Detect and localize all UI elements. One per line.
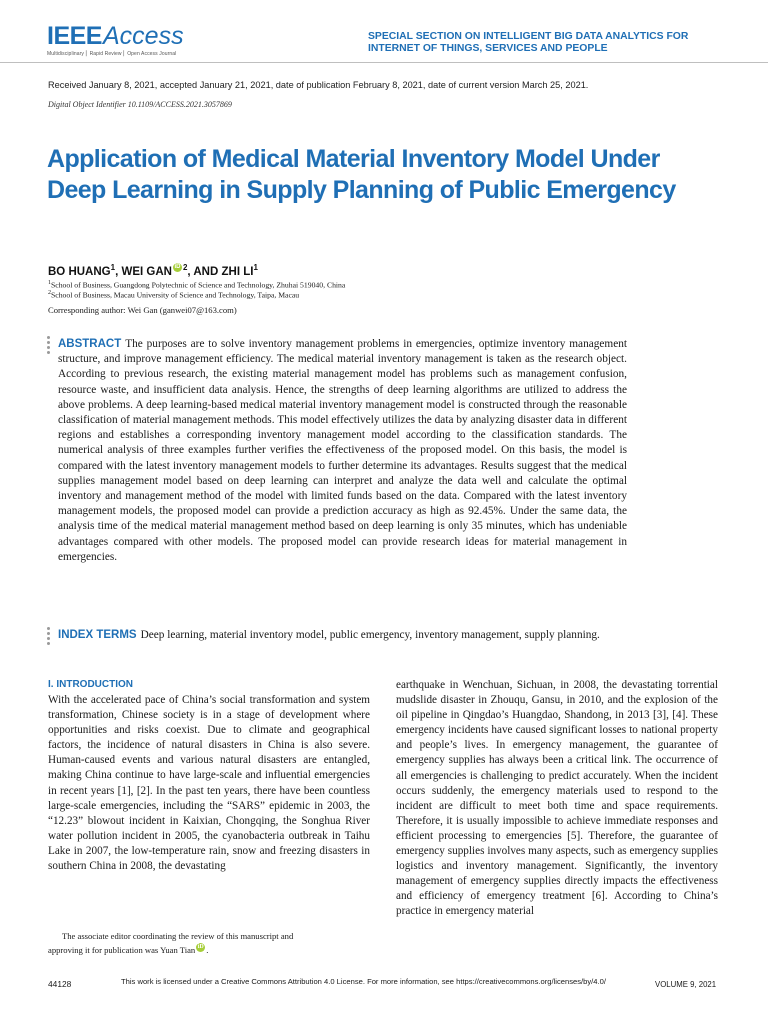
index-terms [58, 628, 627, 643]
body-paragraph: earthquake in Wenchuan, Sichuan, in 2008, the devastating torrential mudslide disaster in Zhouqu, Gansu, in 2010, and the explosion of the oil pipeline in Qingdao’s Huangdao, Shandong, in 2013 [3], [4]. These emergency incidents have caused significant losses to national property and people’s lives. In emergency management, the guarantee of emergency supplies has always been a critical link. The occurrence of all emergencies is challenging to predict accurately. When the incident occurs suddenly, the emergency materials used to respond to the incident are difficult to meet both time and space requirements. Therefore, it is usually impossible to achieve immediate responses and efficient processing to emergencies [5]. Therefore, the guarantee of emergency supplies involves many aspects, such as emergency supplies logistics and inventory management. Significantly, the inventory management of emergency supplies directly impacts the effectiveness and efficiency of emergency treatment [6]. According to China’s practice in emergency material [396, 679, 718, 918]
affiliation-marker: 2 [182, 263, 188, 272]
index-terms-label: INDEX TERMS [58, 629, 137, 641]
special-section-title [368, 31, 688, 55]
article-title: Application of Medical Material Inventory Model Under Deep Learning in Supply Planning of Public Emergency [47, 145, 676, 204]
affiliation-number: 2 [48, 290, 51, 296]
special-section-line-2: INTERNET OF THINGS, SERVICES AND PEOPLE [368, 43, 608, 54]
index-terms-marker-dots [47, 627, 50, 647]
affiliation-1 [48, 280, 345, 290]
author-name: AND ZHI LI [193, 265, 254, 278]
doi[interactable]: Digital Object Identifier 10.1109/ACCESS.2021.3057869 [48, 100, 232, 109]
footnote-line-2: approving it for publication was Yuan Tian iD . [48, 944, 209, 955]
affiliation-text: School of Business, Guangdong Polytechnic of Science and Technology, Zhuhai 519040, China [51, 280, 346, 290]
footnote-text: approving it for publication was Yuan Tian [48, 945, 196, 955]
author-name: BO HUANG [48, 265, 111, 278]
affiliation-2 [48, 290, 299, 300]
editor-footnote [48, 929, 370, 957]
volume-year: VOLUME 9, 2021 [655, 980, 717, 989]
logo-tagline: Multidisciplinary ⎜ Rapid Review ⎜ Open Access Journal [47, 51, 177, 57]
logo-access-text: Access [102, 22, 184, 50]
affiliation-number: 1 [48, 280, 51, 286]
header-divider [0, 62, 768, 63]
author-name: WEI GAN [121, 265, 172, 278]
orcid-icon[interactable]: iD [197, 944, 204, 950]
received-dates: Received January 8, 2021, accepted January 21, 2021, date of publication February 8, 2021, date of current version March 25, 2021. [48, 80, 589, 90]
index-terms-text: Deep learning, material inventory model, public emergency, inventory management, supply planning. [140, 629, 600, 641]
logo-ieee-text: IEEE [47, 22, 102, 50]
body-column-left [48, 678, 370, 874]
corresponding-author: Corresponding author: Wei Gan (ganwei07@163.com) [48, 305, 237, 315]
author-list: BO HUANG$^1$, WEI GAN iD $^2$, AND ZHI $LI^1$ [48, 263, 258, 278]
footnote-line: The associate editor coordinating the review of this manuscript and [62, 931, 294, 941]
journal-logo [47, 24, 184, 57]
license-note[interactable]: This work is licensed under a Creative Commons Attribution 4.0 License. For more information, see https://creativecommons.org/licenses/by/4.0/ [121, 977, 606, 986]
abstract [58, 337, 627, 565]
orcid-icon[interactable]: iD [174, 264, 181, 270]
page-number: 44128 [48, 979, 72, 989]
affiliation-marker: 1 [110, 263, 116, 272]
body-column-right [396, 678, 718, 920]
body-paragraph: With the accelerated pace of China’s social transformation and system transformation, Chinese society is in a stage of development where opportunities and risks coexist. Due to climate and geographical factors, the incidence of natural disasters in China is also severe. Human-caused events and various natural disasters are entangled, making China continue to have large-scale and influential emergencies in recent years [1], [2]. In the past ten years, there have been countless large-scale emergencies, including the “SARS” epidemic in 2003, the “12.23” blowout incident in Kaixian, Chongqing, the Songhua River water pollution incident in 2005, the cyanobacteria outbreak in Taihu Lake in 2007, the low-temperature rain, snow and freezing disasters in southern China in 2008, the devastating [48, 694, 370, 873]
special-section-line-1: SPECIAL SECTION ON INTELLIGENT BIG DATA ANALYTICS FOR [368, 31, 689, 42]
abstract-marker-dots [47, 336, 50, 356]
abstract-text: The purposes are to solve inventory management problems in emergencies, optimize inventory management structure, and improve management efficiency. The medical material inventory management is taken as the research object. According to previous research, the existing material management model has problems such as management confusion, resource waste, and insufficient data analysis. Hence, the strengths of deep learning algorithms are utilized to address the above problems. A deep learning-based medical material inventory management model is constructed through the reasonable classification of material management methods. This model effectively utilizes the data by analyzing disaster data in different regions and establishes a corresponding inventory management model according to the classification standards. The numerical analysis of three examples further verifies the effectiveness of the proposed model. On this basis, the model is compared with the latest inventory management models to further determine its advantages. Results suggest that the medical supplies management model based on deep learning can interpret and analyze the data well and calculate the optimal inventory and management method of the model with limited funds based on the data. Compared with the latest inventory management models, the proposed model can provide a prediction accuracy as high as 92.45%. Under the same data, the analysis time of the medical material management method based on deep learning is only 35 minutes, which has undeniable advantages compared with other models. The proposed model can provide research ideas for material management in emergencies. [58, 338, 627, 563]
affiliation-text: School of Business, Macau University of Science and Technology, Taipa, Macau [51, 290, 300, 300]
abstract-label: ABSTRACT [58, 338, 122, 350]
affiliation-marker: 1 [253, 263, 258, 272]
section-heading: I. INTRODUCTION [48, 679, 133, 690]
